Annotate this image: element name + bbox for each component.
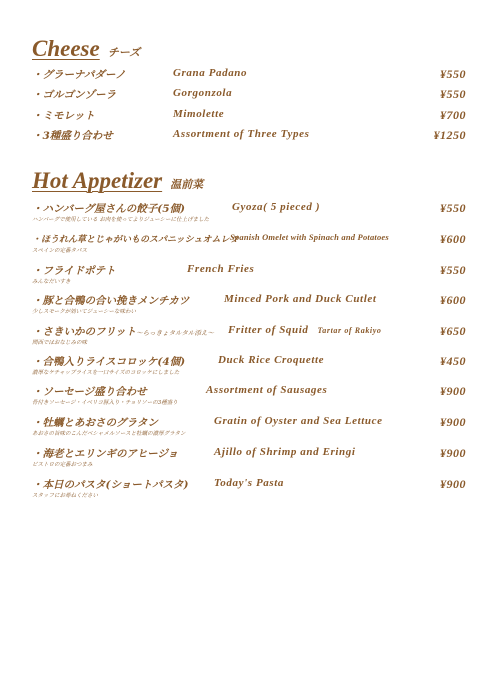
menu-item [32,324,472,338]
menu-item [32,384,472,398]
item-price: ¥550 [440,67,466,81]
item-name-ja-sub: ～らっきょタルタル添え～ [136,329,214,337]
menu-item [32,128,472,142]
item-name-en: Assortment of Three Types [173,128,310,140]
item-price: ¥900 [440,384,466,398]
cheese-section-title [32,36,140,62]
menu-item [32,477,472,491]
item-description: スタッフにお尋ねください [32,493,99,499]
item-price: ¥650 [440,324,466,338]
item-name-en: Gratin of Oyster and Sea Lettuce [214,415,383,427]
item-name-ja [32,324,214,339]
item-name-ja: ・牡蠣とあおさのグラタン [32,417,158,429]
item-name-en [228,324,382,336]
item-name-ja: ・グラーナパダーノ [32,69,126,81]
item-name-ja: ・ミモレット [32,110,95,122]
item-price: ¥900 [440,477,466,491]
item-name-ja: ・ソーセージ盛り合わせ [32,386,147,398]
item-name-en: Today's Pasta [214,477,285,489]
item-name-ja: ・本日のパスタ(ショートパスタ) [32,479,189,491]
item-name-en: French Fries [187,263,255,275]
item-name-en-main: Fritter of Squid [228,324,309,336]
item-name-ja: ・海老とエリンギのアヒージョ [32,448,179,460]
item-name-ja: ・豚と合鴨の合い挽きメンチカツ [32,295,190,307]
item-price: ¥550 [440,87,466,101]
item-name-en: Assortment of Sausages [206,384,328,396]
item-price: ¥1250 [433,128,466,142]
menu-item [32,293,472,307]
menu-item [32,446,472,460]
item-price: ¥600 [440,293,466,307]
item-name-en: Spanish Omelet with Spinach and Potatoes [230,232,389,242]
item-name-en: Mimolette [173,108,225,120]
item-description: 少しスモークが効いてジューシーな味わい [32,309,137,315]
item-price: ¥450 [440,354,466,368]
item-price: ¥550 [440,201,466,215]
hot-title-en: Hot Appetizer [32,168,163,193]
item-name-ja: ・ゴルゴンゾーラ [32,89,116,101]
item-name-ja: ・フライドポテト [32,265,116,277]
item-description: 関西ではおなじみの味 [32,340,88,346]
item-price: ¥900 [440,415,466,429]
item-description: ビストロの定番おつまみ [32,462,93,468]
menu-item [32,108,472,122]
item-name-ja: ・合鴨入りライスコロッケ(4個) [32,356,186,368]
item-name-ja: ・ハンバーグ屋さんの餃子(5個) [32,203,186,215]
item-description: スペインの定番タパス [32,248,87,254]
item-name-en: Gorgonzola [173,87,233,99]
menu-item [32,201,472,215]
item-name-ja: ・3種盛り合わせ [32,130,113,142]
item-name-ja: ・ほうれん草とじゃがいものスパニッシュオムレツ [32,235,239,245]
hot-appetizer-section-title [32,168,203,194]
menu-item [32,232,472,246]
item-price: ¥550 [440,263,466,277]
item-name-en: Gyoza( 5 pieced ) [232,201,321,213]
menu-item [32,263,472,277]
item-price: ¥600 [440,232,466,246]
item-name-en: Minced Pork and Duck Cutlet [224,293,377,305]
item-description: 骨付きソーセージ・イベリコ豚入り・チョリソーの3種盛り [32,400,178,406]
item-name-en-sub: Tartar of Rakiyo [317,326,382,335]
hot-title-ja: 温前菜 [170,178,204,191]
item-description: ハンバーグで使用している お肉を使ってよりジューシーに仕上げました [32,217,210,223]
cheese-title-en: Cheese [32,36,100,61]
menu-item [32,354,472,368]
item-name-en: Ajillo of Shrimp and Eringi [214,446,356,458]
menu-item [32,87,472,101]
item-name-en: Duck Rice Croquette [218,354,325,366]
cheese-title-ja: チーズ [107,46,141,59]
menu-item [32,415,472,429]
item-description: みんなだいすき [32,279,71,285]
item-price: ¥700 [440,108,466,122]
item-price: ¥900 [440,446,466,460]
item-description: あおさの旨味のこんだベシャメルソースと牡蠣の濃厚グラタン [32,431,186,437]
item-name-en: Grana Padano [173,67,248,79]
item-name-ja-main: ・さきいかのフリット [32,326,137,338]
item-description: 濃厚なケチャップライスを一口サイズのコロッケにしました [32,370,180,376]
menu-item [32,67,472,81]
